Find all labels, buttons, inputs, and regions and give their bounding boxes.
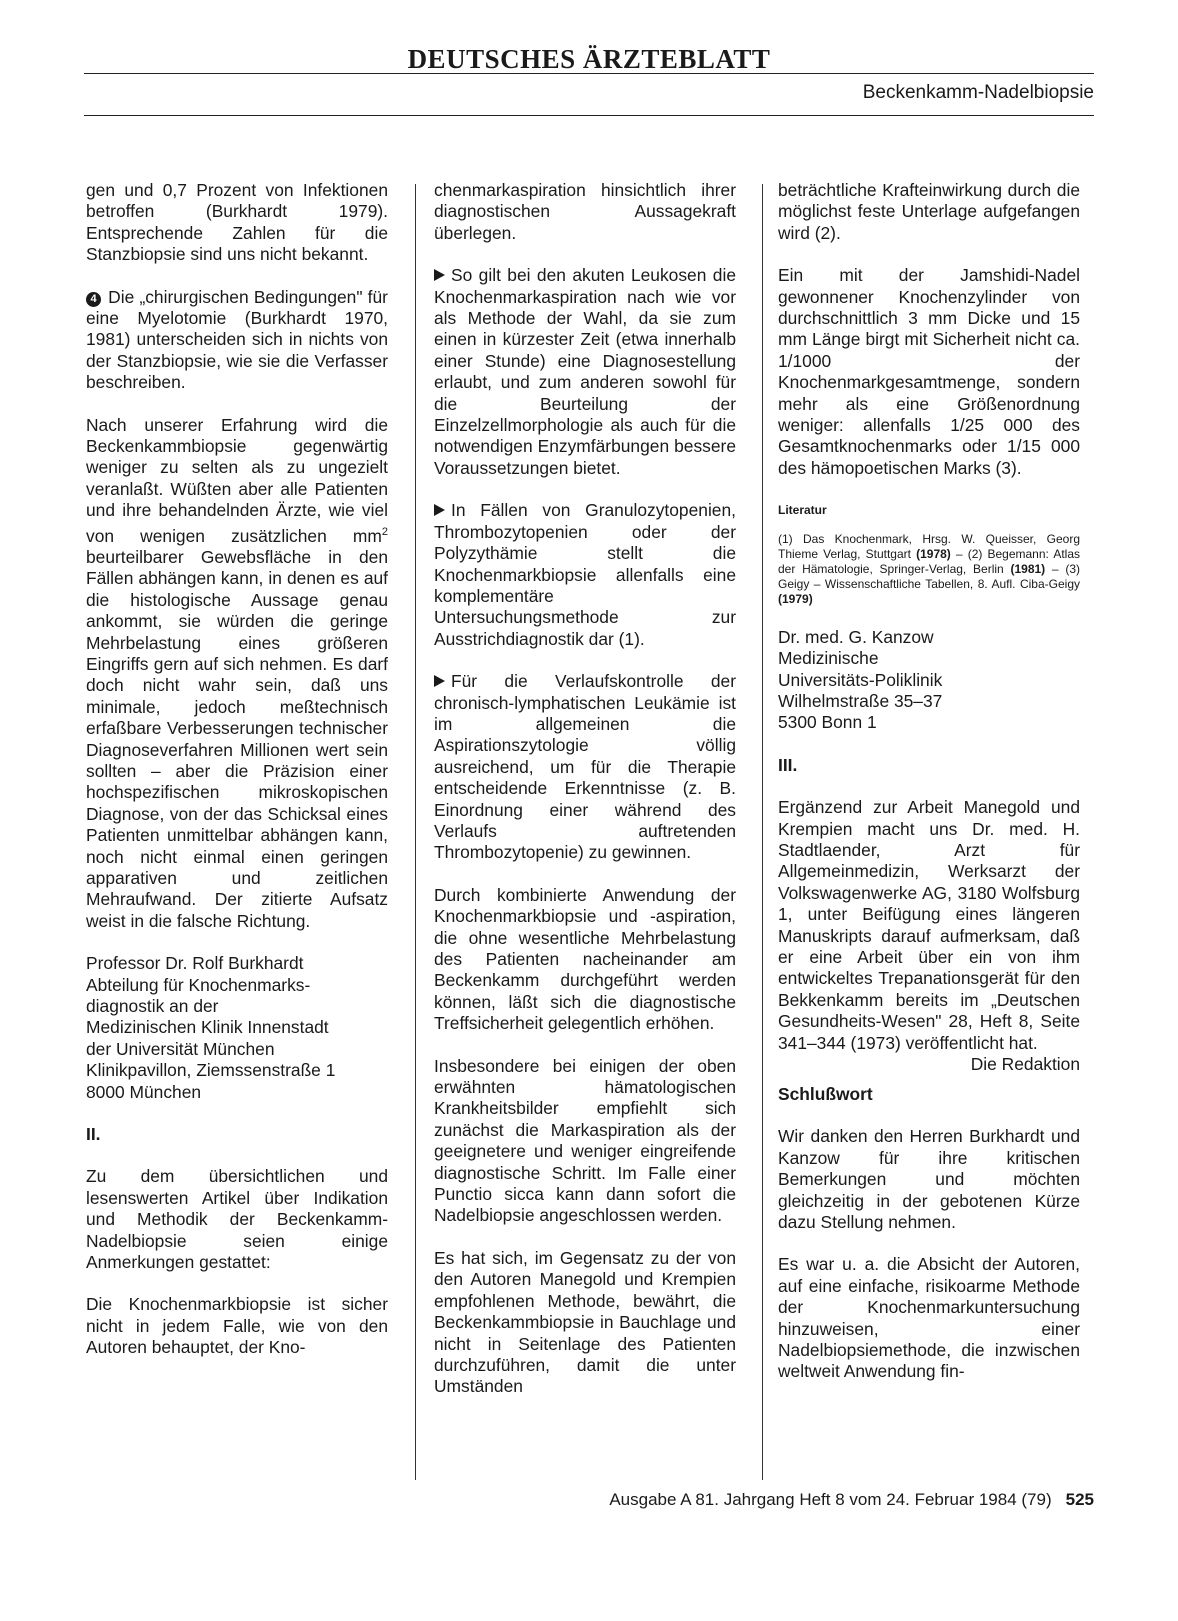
- bullet-paragraph: [434, 500, 736, 650]
- author-address-1: [86, 953, 388, 1103]
- paragraph-numbered: [86, 287, 388, 394]
- superscript: 2: [381, 525, 388, 538]
- reference-year: (1978): [916, 546, 951, 561]
- column-1: [86, 180, 388, 1380]
- address-line: Medizinischen Klinik Innenstadt: [86, 1017, 329, 1038]
- author-address-2: [778, 627, 1080, 734]
- paragraph: Durch kombinierte Anwendung der Knochenmarkbiopsie und -aspiration, die ohne wesentliche Mehrbelastung des Patienten nacheinander am Beckenkamm durchgeführt werden können, läßt sich die diagnostische Treffsicherheit gelegentlich erhöhen.: [434, 884, 736, 1034]
- reference-year: (1981): [1010, 561, 1046, 576]
- paragraph: Zu dem übersichtlichen und lesenswerten Artikel über Indikation und Methodik der Beckenkamm-Nadelbiopsie seien einige Anmerkungen gestattet:: [86, 1166, 388, 1273]
- address-line: 5300 Bonn 1: [778, 712, 877, 733]
- address-line: Medizinische: [778, 648, 879, 669]
- column-2: [434, 180, 736, 1419]
- paragraph: Es war u. a. die Absicht der Autoren, auf eine einfache, risikoarme Methode der Knochenmarkuntersuchung hinzuweisen, einer Nadelbiopsiemethode, die inzwischen weltweit Anwendung fin-: [778, 1254, 1080, 1382]
- paragraph: Die Knochenmarkbiopsie ist sicher nicht in jedem Falle, wie von den Autoren behauptet, der Kno-: [86, 1294, 388, 1358]
- address-line: Dr. med. G. Kanzow: [778, 626, 934, 647]
- column-divider: [762, 184, 763, 1480]
- paragraph: [86, 415, 388, 933]
- paragraph: Es hat sich, im Gegensatz zu der von den Autoren Manegold und Krempien empfohlenen Methode, bewährt, die Beckenkammbiopsie in Bauchlage und nicht in Seitenlage des Patienten durchzuführen, damit die unter Umständen: [434, 1247, 736, 1397]
- address-line: der Universität München: [86, 1038, 275, 1059]
- section-heading-schlusswort: Schlußwort: [778, 1084, 873, 1104]
- address-line: Klinikpavillon, Ziemssenstraße 1: [86, 1060, 336, 1081]
- paragraph-text: So gilt bei den akuten Leukosen die Knochenmarkaspiration nach wie vor als Methode der Wahl, da sie zum einen in kürzester Zeit (etwa innerhalb einer Stunde) eine Diagnosestellung erlaubt, und zum anderen sowohl für die Beurteilung der Einzelzellmorphologie als auch für die notwendigen Enzymfärbungen bessere Voraussetzungen bietet.: [434, 265, 736, 478]
- bullet-paragraph: [434, 671, 736, 864]
- triangle-bullet-icon: [434, 269, 445, 281]
- paragraph-text: In Fällen von Granulozytopenien, Thrombozytopenien oder der Polyzythämie stellt die Knochenmarkbiopsie allenfalls eine komplementäre Untersuchungsmethode zur Ausstrichdiagnostik dar (1).: [434, 500, 736, 649]
- address-line: 8000 München: [86, 1081, 202, 1102]
- section-heading-ii: II.: [86, 1124, 101, 1145]
- section-title: Beckenkamm-Nadelbiopsie: [862, 82, 1094, 103]
- paragraph-text: beurteilbarer Gewebsfläche in den Fällen abhängen kann, in denen es auf die histologische Aussage genau ankommt, sie würden die geringe Mehrbelastung eines größeren Eingriffs gern auf sich nehmen. Es darf doch nicht wahr sein, daß uns minimale, jedoch meßtechnisch erfaßbare Verbesserungen technischer Diagnoseverfahren Millionen wert sein sollten – aber die Präzision einer hochspezifischen mikroskopischen Diagnose, von der das Schicksal eines Patienten unmittelbar abhängen kann, noch nicht einmal einen geringen apparativen und zeitlichen Mehraufwand. Der zitierte Aufsatz weist in die falsche Richtung.: [86, 546, 388, 931]
- paragraph: [778, 797, 1080, 1074]
- reference-text: – (2) Begemann: Atlas der Hämatologie, Springer-Verlag, Berlin: [778, 546, 1080, 576]
- header-rule-top: [84, 73, 1094, 74]
- address-line: Wilhelmstraße 35–37: [778, 690, 943, 711]
- triangle-bullet-icon: [434, 504, 445, 516]
- paragraph-text: Ergänzend zur Arbeit Manegold und Krempien macht uns Dr. med. H. Stadtlaender, Arzt für Allgemeinmedizin, Werksarzt der Volkswagenwerke AG, 3180 Wolfsburg 1, unter Beifügung eines längeren Manuskripts darauf aufmerksam, daß er eine Arbeit über ein von ihm entwickeltes Trepanationsgerät für den Bekkenkamm bereits im „Deutschen Gesundheits-Wesen" 28, Heft 8, Seite 341–344 (1973) veröffentlicht hat.: [778, 797, 1080, 1053]
- paragraph: Insbesondere bei einigen der oben erwähnten hämatologischen Krankheitsbilder empfiehlt sich zunächst die Markaspiration als der geeignetere und weniger eingreifende diagnostische Schritt. Im Falle einer Punctio sicca kann dann sofort die Nadelbiopsie angeschlossen werden.: [434, 1055, 736, 1226]
- paragraph: Wir danken den Herren Burkhardt und Kanzow für ihre kritischen Bemerkungen und möchten gleichzeitig in der gebotenen Kürze dazu Stellung nehmen.: [778, 1126, 1080, 1233]
- address-line: Professor Dr. Rolf Burkhardt: [86, 953, 304, 974]
- edition-info: Ausgabe A 81. Jahrgang Heft 8 vom 24. Februar 1984 (79): [609, 1490, 1052, 1509]
- literature-heading: Literatur: [778, 503, 827, 518]
- paragraph: gen und 0,7 Prozent von Infektionen betroffen (Burkhardt 1979). Entsprechende Zahlen für die Stanzbiopsie sind uns nicht bekannt.: [86, 180, 388, 265]
- triangle-bullet-icon: [434, 675, 445, 687]
- circled-number-icon: 4: [86, 292, 101, 307]
- reference-text: – (3) Geigy – Wissenschaftliche Tabellen, 8. Aufl. Ciba-Geigy: [778, 561, 1081, 591]
- paragraph-text: Nach unserer Erfahrung wird die Beckenkammbiopsie gegenwärtig weniger zu selten als zu ungezielt veranlaßt. Wüßten aber alle Patienten und ihre behandelnden Ärzte, wie viel von wenigen zusätzlichen mm: [86, 414, 388, 546]
- address-line: diagnostik an der: [86, 996, 219, 1017]
- paragraph: beträchtliche Krafteinwirkung durch die möglichst feste Unterlage aufgefangen wird (2).: [778, 180, 1080, 243]
- paragraph-text: Für die Verlaufskontrolle der chronisch-lymphatischen Leukämie ist im allgemeinen die Aspirationszytologie völlig ausreichend, um für die Therapie entscheidende Erkenntnisse (z. B. Einordnung einer während des Verlaufs auftretenden Thrombozytopenie) zu gewinnen.: [434, 671, 736, 863]
- section-heading-iii: III.: [778, 754, 798, 775]
- column-3: [778, 180, 1080, 1404]
- address-line: Universitäts-Poliklinik: [778, 669, 943, 690]
- address-line: Abteilung für Knochenmarks-: [86, 974, 311, 995]
- bullet-paragraph: [434, 265, 736, 479]
- paragraph-text: Die „chirurgischen Bedingungen" für eine Myelotomie (Burkhardt 1970, 1981) unterscheiden sich in nichts von der Stanzbiopsie, wie sie die Verfasser beschreiben.: [86, 286, 388, 393]
- page-footer: [609, 1490, 1094, 1510]
- paragraph: Ein mit der Jamshidi-Nadel gewonnener Knochenzylinder von durchschnittlich 3 mm Dicke und 15 mm Länge birgt mit Sicherheit nicht ca. 1/1000 der Knochenmarkgesamtmenge, sondern mehr als eine Größenordnung weniger: allenfalls 1/25 000 des Gesamtknochenmarks oder 1/15 000 des hämopoetischen Marks (3).: [778, 265, 1080, 478]
- reference-year: (1979): [778, 591, 813, 606]
- page-number: 525: [1065, 1490, 1094, 1509]
- reference-text: (1) Das Knochenmark, Hrsg. W. Queisser, Georg Thieme Verlag, Stuttgart: [778, 531, 1080, 561]
- literature-list: [778, 532, 1080, 607]
- signature-redaktion: Die Redaktion: [970, 1054, 1080, 1074]
- column-divider: [415, 184, 416, 1480]
- header-rule-bottom: [84, 115, 1094, 116]
- journal-masthead: DEUTSCHES ÄRZTEBLATT: [407, 44, 771, 74]
- paragraph: chenmarkaspiration hinsichtlich ihrer diagnostischen Aussagekraft überlegen.: [434, 180, 736, 243]
